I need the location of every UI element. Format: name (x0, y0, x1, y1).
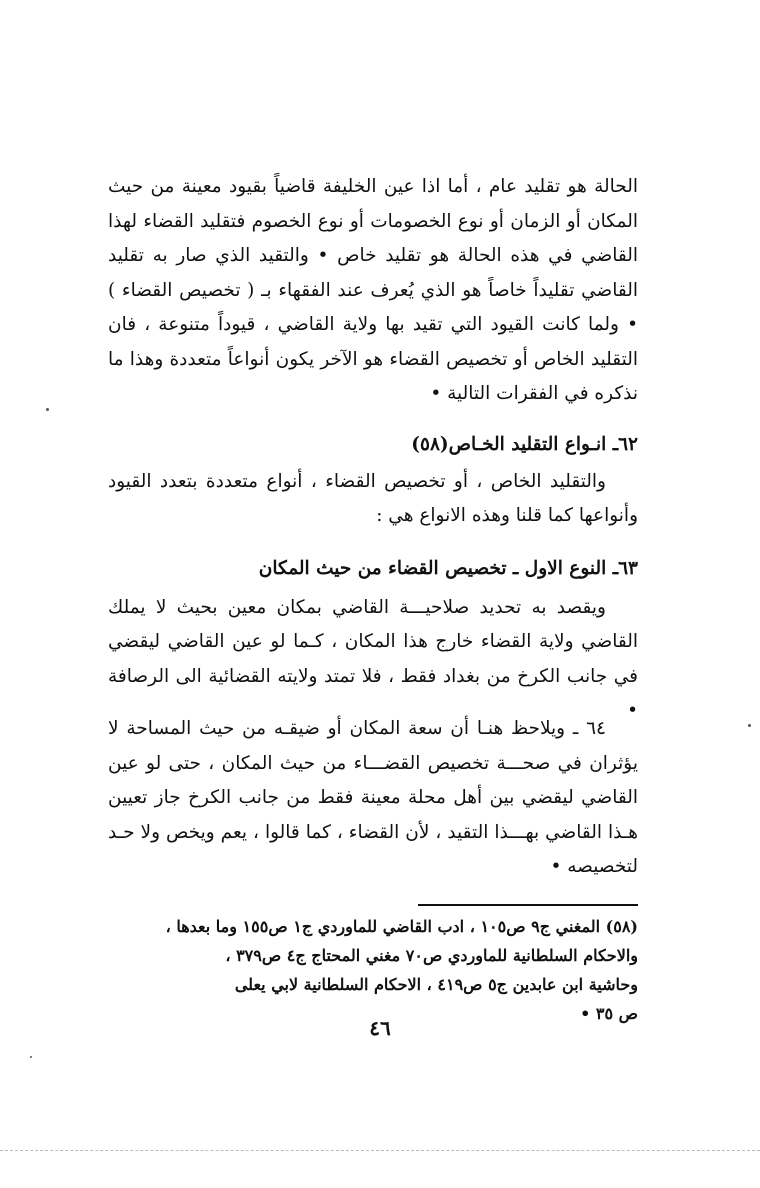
paragraph-text: ٦٤ ـ ويلاحظ هنـا أن سعة المكان أو ضيقـه من حيث المساحة لا يؤثران في صحـــة تخصيص القضـــاء من حيث المكان ، حتى لو عين القاضي ليقضي بين أهل محلة معينة فقط من جانب الكرخ جاز تعيين هـذا القاضي بهـــذا التقيد ، لأن القضاء ، كما قالوا ، يعم ويخص ولا حـد لتخصيصه • (108, 718, 638, 877)
paragraph-text: الحالة هو تقليد عام ، أما اذا عين الخليفة قاضياً بقيود معينة من حيث المكان أو الزمان أو نوع الخصومات أو نوع الخصوم فتقليد القضاء لهذا القاضي في هذه الحالة هو تقليد خاص • والتقيد الذي صار به تقليد القاضي تقليداً خاصاً هو الذي يُعرف عند الفقهاء بـ ( تخصيص القضاء ) • ولما كانت القيود التي تقيد بها ولاية القاضي ، قيوداً متنوعة ، فان التقليد الخاص أو تخصيص القضاء هو الآخر يكون أنواعاً متعددة وهذا ما نذكره في الفقرات التالية • (108, 176, 638, 404)
footnote-line: (٥٨) المغني ج٩ ص١٠٥ ، ادب القاضي للماوردي ج١ ص١٥٥ وما بعدها ، (165, 917, 638, 936)
paragraph-general-appointment (108, 170, 638, 412)
section-62 (108, 428, 638, 534)
footnote-divider (418, 904, 638, 906)
scan-speck (46, 408, 49, 411)
paragraph-text: ويقصد به تحديد صلاحيـــة القاضي بمكان معين بحيث لا يملك القاضي ولاية القضاء خارج هذا المكان ، كـما لو عين القاضي ليقضي في جانب الكرخ من بغداد فقط ، فلا تمتد ولايته القضائية الى الرصافة • (108, 596, 638, 721)
page-number: ٤٦ (369, 1016, 391, 1040)
section-64 (108, 712, 638, 885)
footnote-line: والاحكام السلطانية للماوردي ص٧٠ مغني المحتاج ج٤ ص٣٧٩ ، (225, 946, 638, 965)
section-heading-62: ٦٢ـ انـواع التقليد الخـاص(٥٨) (411, 434, 638, 455)
section-63 (108, 552, 638, 729)
paragraph-text: والتقليد الخاص ، أو تخصيص القضاء ، أنواع متعددة بتعدد القيود وأنواعها كما قلنا وهذه الانواع هي : (108, 470, 638, 526)
scan-edge (0, 1150, 760, 1151)
scan-speck (748, 724, 751, 727)
scan-speck (30, 1056, 32, 1058)
section-heading-63: ٦٣ـ النوع الاول ـ تخصيص القضاء من حيث المكان (258, 558, 638, 579)
footnotes (100, 912, 638, 1028)
footnote-line: وحاشية ابن عابدين ج٥ ص٤١٩ ، الاحكام السلطانية لابي يعلى (234, 975, 638, 994)
footnote-line: ص ٣٥ • (580, 1004, 638, 1023)
